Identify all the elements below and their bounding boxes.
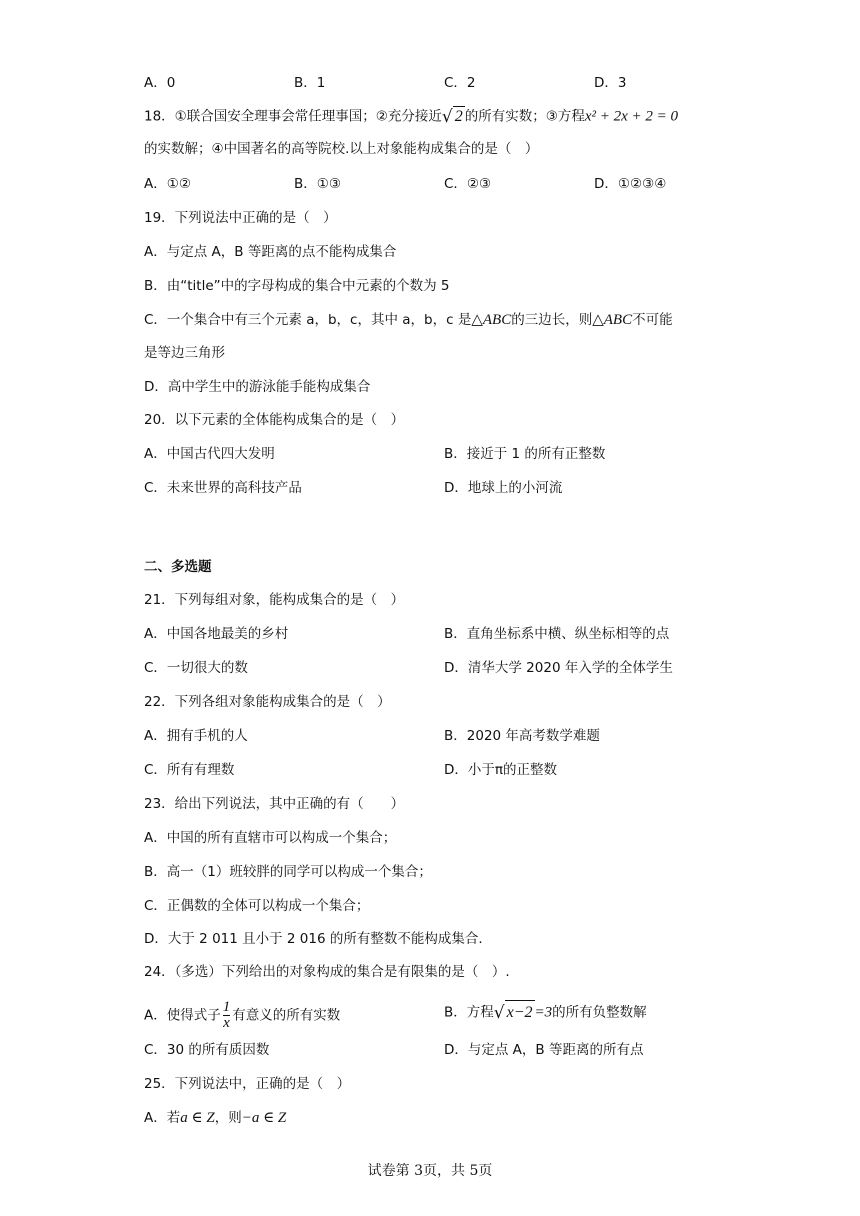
q25-a-pre: A．若 (144, 1110, 181, 1126)
q19-triangle-2: △ABC (592, 312, 633, 328)
q18-option-b: B．①③ (294, 176, 341, 192)
frac-numerator: 1 (222, 999, 231, 1015)
q20-stem: 20．以下元素的全体能构成集合的是（ ） (144, 412, 405, 428)
q23-option-a: A．中国的所有直辖市可以构成一个集合； (144, 830, 397, 846)
q24-option-c: C．30 的所有质因数 (144, 1042, 270, 1058)
q18-option-d: D．①②③④ (594, 176, 667, 192)
q24-a-post: 有意义的所有实数 (232, 1007, 341, 1024)
q24-a-pre: A．使得式子 (144, 1007, 221, 1024)
q24-stem: 24．（多选）下列给出的对象构成的集合是有限集的是（ ）. (144, 964, 510, 980)
q18-text-b: 的所有实数；③方程 (464, 108, 585, 125)
q22-option-c: C．所有有理数 (144, 762, 235, 778)
q23-stem: 23．给出下列说法，其中正确的有（ ） (144, 796, 405, 812)
q19-triangle-1: △ABC (471, 312, 512, 328)
q18-option-a: A．①② (144, 176, 191, 192)
q25-a-mid: ，则 (214, 1110, 242, 1126)
q19-c-text-c: 不可能 (632, 312, 673, 328)
q25-stem: 25．下列说法中，正确的是（ ） (144, 1076, 351, 1092)
q23-option-d: D．大于 2 011 且小于 2 016 的所有整数不能构成集合. (144, 931, 483, 947)
frac-denominator: x (223, 1015, 230, 1031)
section-title: 二、多选题 (144, 559, 212, 575)
q22-option-b: B．2020 年高考数学难题 (444, 728, 600, 744)
q19-c-text-b: 的三边长，则 (511, 312, 593, 328)
fraction (223, 1000, 231, 1031)
q23-option-b: B．高一（1）班较胖的同学可以构成一个集合； (144, 864, 432, 880)
sqrt-symbol: √ 2 (441, 107, 463, 127)
q21-option-c: C．一切很大的数 (144, 660, 248, 676)
q21-option-b: B．直角坐标系中横、纵坐标相等的点 (444, 626, 670, 642)
q18-stem-line2: 的实数解；④中国著名的高等院校.以上对象能构成集合的是（ ） (144, 141, 539, 157)
q20-option-c: C．未来世界的高科技产品 (144, 480, 302, 496)
q25-option-a (144, 1108, 286, 1128)
q18-stem-line1 (144, 106, 678, 127)
q25-math-1: a ∈ Z (180, 1110, 215, 1126)
q23-option-c: C．正偶数的全体可以构成一个集合； (144, 898, 370, 914)
q17-option-b: B．1 (294, 75, 326, 91)
q24-b-post: 的所有负整数解 (552, 1004, 647, 1021)
q21-option-d: D．清华大学 2020 年入学的全体学生 (444, 660, 673, 676)
sqrt-symbol: √ x−2 (494, 1000, 535, 1025)
q22-stem: 22．下列各组对象能构成集合的是（ ） (144, 694, 391, 710)
q25-math-2: −a ∈ Z (241, 1110, 287, 1126)
q24-option-a (144, 1000, 340, 1031)
q17-option-d: D．3 (594, 75, 627, 91)
q19-option-d: D．高中学生中的游泳能手能构成集合 (144, 379, 371, 395)
page-footer: 试卷第 3页，共 5页 (367, 1163, 493, 1179)
q18-option-c: C．②③ (444, 176, 492, 192)
q20-option-d: D．地球上的小河流 (444, 480, 563, 496)
q22-option-d: D．小于π的正整数 (444, 762, 558, 778)
q24-option-d: D．与定点 A，B 等距离的所有点 (444, 1042, 644, 1058)
q19-option-c-line1 (144, 310, 673, 330)
q18-equation: x² + 2x + 2 = 0 (584, 108, 679, 125)
q24-b-eq: =3 (534, 1004, 553, 1021)
q21-stem: 21．下列每组对象，能构成集合的是（ ） (144, 592, 405, 608)
q20-option-b: B．接近于 1 的所有正整数 (444, 446, 606, 462)
q24-option-b (444, 1000, 647, 1025)
q17-option-c: C．2 (444, 75, 476, 91)
q19-c-text-a: C．一个集合中有三个元素 a，b，c，其中 a，b，c 是 (144, 312, 472, 328)
q24-b-pre: B．方程 (444, 1004, 494, 1021)
q22-option-a: A．拥有手机的人 (144, 728, 248, 744)
q21-option-a: A．中国各地最美的乡村 (144, 626, 289, 642)
q20-option-a: A．中国古代四大发明 (144, 446, 275, 462)
q17-option-a: A．0 (144, 75, 176, 91)
q19-stem: 19．下列说法中正确的是（ ） (144, 210, 337, 226)
q19-option-c-line2: 是等边三角形 (144, 345, 225, 361)
q19-option-a: A．与定点 A，B 等距离的点不能构成集合 (144, 244, 397, 260)
q18-text-a: 18．①联合国安全理事会常任理事国；②充分接近 (144, 108, 442, 125)
q19-option-b: B．由“title”中的字母构成的集合中元素的个数为 5 (144, 278, 450, 294)
